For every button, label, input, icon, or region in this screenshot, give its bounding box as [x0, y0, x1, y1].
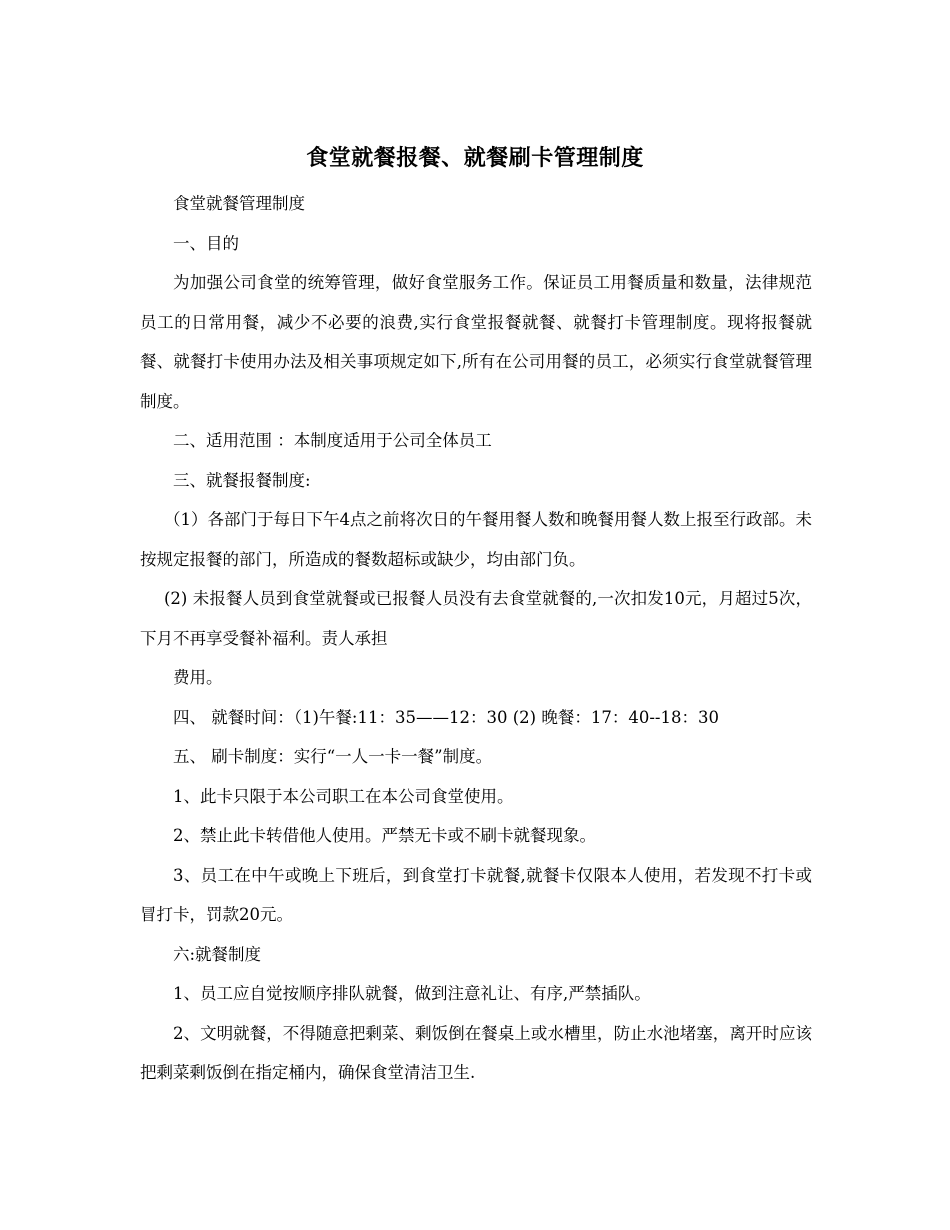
paragraph-card-heading: 五、 刷卡制度：实行“一人一卡一餐”制度。 [173, 747, 493, 766]
paragraph-reporting-rule-2-cont: 费用。 [173, 668, 223, 687]
document-body [140, 184, 812, 1093]
paragraph-meal-times: 四、 就餐时间：（1)午餐:11：35——12：30 (2) 晚餐：17：40--18：30 [173, 707, 719, 727]
paragraph-purpose-body: 为加强公司食堂的统筹管理，做好食堂服务工作。保证员工用餐质量和数量，法律规范员工的日常用餐，减少不必要的浪费,实行食堂报餐就餐、就餐打卡管理制度。现将报餐就餐、就餐打卡使用办法及相关事项规定如下,所有在公司用餐的员工，必须实行食堂就餐管理制度。 [140, 273, 812, 411]
paragraph-reporting-rule-2: (2) 未报餐人员到食堂就餐或已报餐人员没有去食堂就餐的,一次扣发10元，月超过5次，下月不再享受餐补福利。责人承担 [140, 589, 812, 648]
paragraph-scope: 二、适用范围 ：本制度适用于公司全体员工 [173, 431, 492, 450]
paragraph-dining-rule-1: 1、员工应自觉按顺序排队就餐，做到注意礼让、有序,严禁插队。 [173, 984, 651, 1003]
paragraph-purpose-heading: 一、目的 [173, 233, 239, 253]
paragraph-card-rule-3: 3、员工在中午或晚上下班后，到食堂打卡就餐,就餐卡仅限本人使用，若发现不打卡或冒打卡，罚款20元。 [140, 865, 812, 924]
paragraph-section-heading: 食堂就餐管理制度 [173, 194, 305, 213]
paragraph-dining-rule-2: 2、文明就餐，不得随意把剩菜、剩饭倒在餐桌上或水槽里，防止水池堵塞，离开时应该把剩菜剩饭倒在指定桶内，确保食堂清洁卫生. [140, 1023, 812, 1082]
document-title: 食堂就餐报餐、就餐刷卡管理制度 [306, 145, 644, 171]
paragraph-dining-heading: 六:就餐制度 [173, 944, 262, 964]
paragraph-card-rule-2: 2、禁止此卡转借他人使用。严禁无卡或不刷卡就餐现象。 [173, 826, 596, 845]
paragraph-reporting-heading: 三、就餐报餐制度: [173, 470, 311, 490]
paragraph-reporting-rule-1: （1）各部门于每日下午4点之前将次日的午餐用餐人数和晚餐用餐人数上报至行政部。未按规定报餐的部门，所造成的餐数超标或缺少，均由部门负。 [140, 510, 812, 569]
paragraph-card-rule-1: 1、此卡只限于本公司职工在本公司食堂使用。 [173, 786, 514, 806]
